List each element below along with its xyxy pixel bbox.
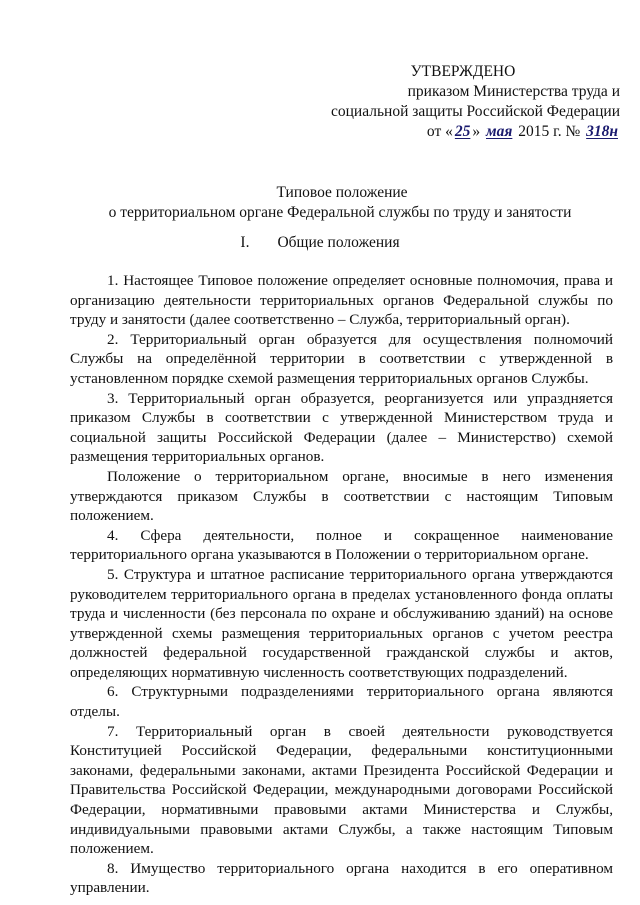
approval-date-line bbox=[300, 122, 620, 142]
document-body bbox=[70, 271, 613, 898]
paragraph: 7. Территориальный орган в своей деятельности руководствуется Конституцией Российской Федерации, федеральными конституционными законами, федеральными законами, актами Президента Российской Федерации и Правительства Российской Федерации, международными договорами Российской Федерации, нормативными правовыми актами Министерства и Службы, индивидуальными правовыми актами Службы, а также настоящим Типовым положением. bbox=[70, 722, 613, 858]
approval-stamp bbox=[300, 62, 620, 142]
section-heading bbox=[0, 233, 640, 253]
title-line-1: Типовое положение bbox=[276, 184, 408, 201]
date-prefix: от « bbox=[426, 123, 453, 140]
document-title bbox=[40, 183, 640, 223]
date-year: 2015 г. № bbox=[514, 123, 585, 140]
handwritten-day: 25 bbox=[454, 123, 471, 140]
approval-heading: УТВЕРЖДЕНО bbox=[410, 63, 516, 80]
paragraph: 1. Настоящее Типовое положение определяет основные полномочия, права и организацию деятельности территориальных органов Федеральной службы по труду и занятости (далее соответственно – Служба, территориальный орган). bbox=[70, 272, 613, 329]
title-line-2: о территориальном органе Федеральной службы по труду и занятости bbox=[108, 204, 572, 221]
section-number: I. bbox=[240, 234, 250, 251]
paragraph: 8. Имущество территориального органа находится в его оперативном управлении. bbox=[70, 859, 613, 897]
paragraph: Положение о территориальном органе, вносимые в него изменения утверждаются приказом Службы в соответствии с настоящим Типовым положением. bbox=[70, 467, 613, 525]
handwritten-order-number: 318н bbox=[586, 123, 618, 140]
paragraph: 2. Территориальный орган образуется для осуществления полномочий Службы на определённой территории в соответствии с утвержденной в установленном порядке схемой размещения территориальных органов Службы. bbox=[70, 330, 613, 387]
paragraph: 5. Структура и штатное расписание территориального органа утверждаются руководителем территориального органа в пределах установленного фонда оплаты труда и численности (без персонала по охране и обслуживанию зданий) на основе утвержденной схемы размещения территориальных органов с учетом реестра должностей федеральной государственной гражданской службы и актов, определяющих нормативную численность соответствующих подразделений. bbox=[70, 565, 613, 681]
date-mid: » bbox=[472, 123, 484, 140]
approval-line-1: приказом Министерства труда и bbox=[407, 83, 620, 100]
section-name: Общие положения bbox=[277, 234, 400, 251]
handwritten-month: мая bbox=[486, 123, 513, 140]
paragraph: 3. Территориальный орган образуется, реорганизуется или упраздняется приказом Службы в соответствии с утвержденной Министерством труда и социальной защиты Российской Федерации (далее – Министерство) схемой размещения территориальных органов. bbox=[70, 389, 613, 466]
paragraph: 4. Сфера деятельности, полное и сокращенное наименование территориального органа указываются в Положении о территориальном органе. bbox=[70, 526, 613, 564]
approval-line-2: социальной защиты Российской Федерации bbox=[330, 103, 620, 120]
paragraph: 6. Структурными подразделениями территориального органа являются отделы. bbox=[70, 683, 613, 721]
